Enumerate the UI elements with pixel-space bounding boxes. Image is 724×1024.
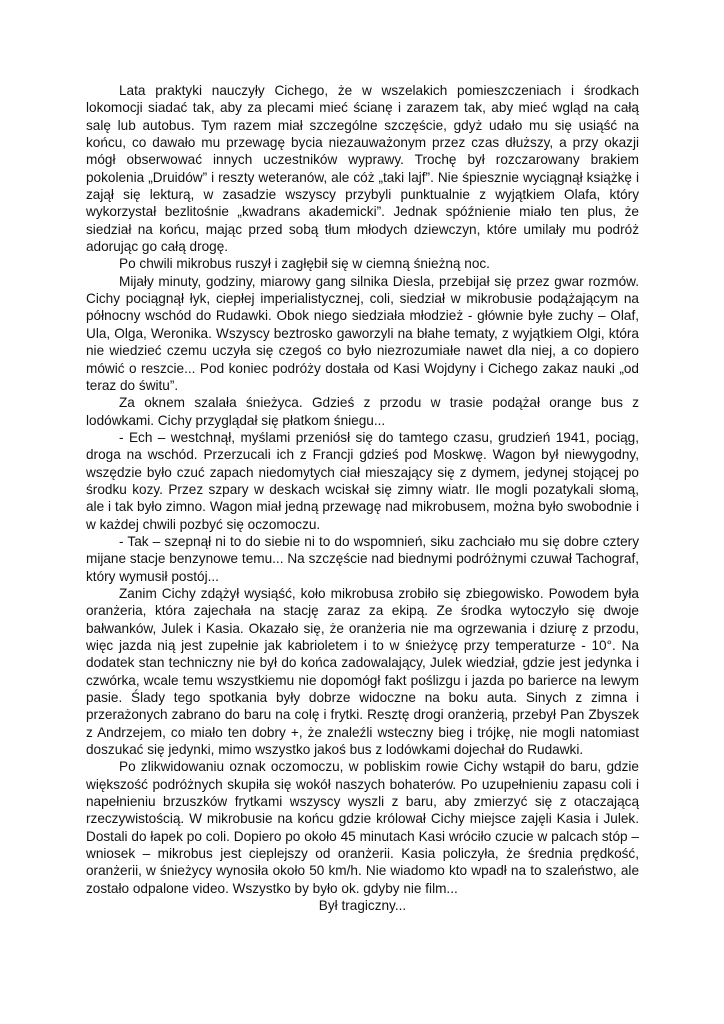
paragraph-7: Zanim Cichy zdążył wysiąść, koło mikrobusa zrobiło się zbiegowisko. Powodem była oranżeria, która zajechała na stację zaraz za ekipą. Ze środka wytoczyło się dwoje bałwanków, Julek i Kasia. Okazało się, że oranżeria nie ma ogrzewania i dziurę z przodu, więc jazda nią jest zupełnie jak kabrioletem i to w śnieżycę przy temperaturze - 10°. Na dodatek stan techniczny nie był do końca zadowalający, Julek wiedział, gdzie jest jedynka i czwórka, wcale temu wszystkiemu nie dopomógł fakt poślizgu i jazda po barierce na lewym pasie. Ślady tego spotkania były dobrze widoczne na boku auta. Sinych z zimna i przerażonych zabrano do baru na colę i frytki. Resztę drogi oranżerią, przebył Pan Zbyszek z Andrzejem, co miało ten dobry +, że znaleźli wsteczny bieg i trójkę, nie mogli natomiast doszukać się jedynki, mimo wszystko jakoś bus z lodówkami dojechał do Rudawki. bbox=[86, 585, 639, 758]
paragraph-3: Mijały minuty, godziny, miarowy gang silnika Diesla, przebijał się przez gwar rozmów. Cichy pociągnął łyk, ciepłej imperialistycznej, coli, siedział w mikrobusie podążającym na północny wschód do Rudawki. Obok niego siedziała młodzież - głównie byłe zuchy – Olaf, Ula, Olga, Weronika. Wszyscy beztrosko gaworzyli na błahe tematy, z wyjątkiem Olgi, która nie wiedzieć czemu uczyła się czegoś co było niezrozumiałe nawet dla niej, a co dopiero mówić o reszcie... Pod koniec podróży dostała od Kasi Wojdyny i Cichego zakaz nauki „od teraz do świtu”. bbox=[86, 273, 639, 393]
closing-line: Był tragiczny... bbox=[318, 898, 407, 914]
paragraph-4: Za oknem szalała śnieżyca. Gdzieś z przodu w trasie podążał orange bus z lodówkami. Cichy przyglądał się płatkom śniegu... bbox=[86, 395, 639, 428]
paragraph-1: Lata praktyki nauczyły Cichego, że w wszelakich pomieszczeniach i środkach lokomocji siadać tak, aby za plecami mieć ścianę i zarazem tak, aby mieć wgląd na całą salę lub autobus. Tym razem miał szczególne szczęście, gdyż udało mu się usiąść na końcu, co dawało mu przewagę bycia niezauważonym przez czas dłuższy, a przy okazji mógł obserwować innych uczestników wyprawy. Trochę był rozczarowany brakiem pokolenia „Druidów” i reszty weteranów, ale cóż „taki lajf”. Nie śpiesznie wyciągnął książkę i zajął się lekturą, w zasadzie wszyscy przybyli punktualnie z wyjątkiem Olafa, który wykorzystał bezlitośnie „kwadrans akademicki”. Jednak spóźnienie miało ten plus, że siedział na końcu, mając przed sobą tłum młodych dziewczyn, które umilały mu podróż adorując go całą drogę. bbox=[86, 83, 639, 255]
paragraph-6: - Tak – szepnął ni to do siebie ni to do wspomnień, siku zachciało mu się dobre cztery mijane stacje benzynowe temu... Na szczęście nad biednymi podróżnymi czuwał Tachograf, który wymusił postój... bbox=[86, 533, 639, 584]
paragraph-8: Po zlikwidowaniu oznak oczomoczu, w pobliskim rowie Cichy wstąpił do baru, gdzie większość podróżnych skupiła się wokół naszych bohaterów. Po uzupełnieniu zapasu coli i napełnieniu brzuszków frytkami wszyscy wyszli z baru, aby zmierzyć się z otaczającą rzeczywistością. W mikrobusie na końcu gdzie królował Cichy miejsce zajęli Kasia i Julek. Dostali do łapek po coli. Dopiero po około 45 minutach Kasi wróciło czucie w palcach stóp – wniosek – mikrobus jest cieplejszy od oranżerii. Kasia policzyła, że średnia prędkość, oranżerii, w śnieżycy wynosiła około 50 km/h. Nie wiadomo kto wpadł na to szaleństwo, ale zostało odpalone video. Wszystko by było ok. gdyby nie film... bbox=[86, 759, 639, 896]
paragraph-5: - Ech – westchnął, myślami przeniósł się do tamtego czasu, grudzień 1941, pociąg, droga na wschód. Przerzucali ich z Francji gdzieś pod Moskwę. Wagon był niewygodny, wszędzie było czuć zapach niedomytych ciał mieszający się z dymem, jedynej stojącej po środku kozy. Przez szpary w deskach wciskał się zimny wiatr. Ile mogli pozatykali słomą, ale i tak było zimno. Wagon miał jedną przewagę nad mikrobusem, można było swobodnie i w każdej chwili pozbyć się oczomoczu. bbox=[86, 429, 639, 532]
paragraph-2: Po chwili mikrobus ruszył i zagłębił się w ciemną śnieżną noc. bbox=[119, 256, 490, 272]
document-page bbox=[86, 82, 639, 915]
